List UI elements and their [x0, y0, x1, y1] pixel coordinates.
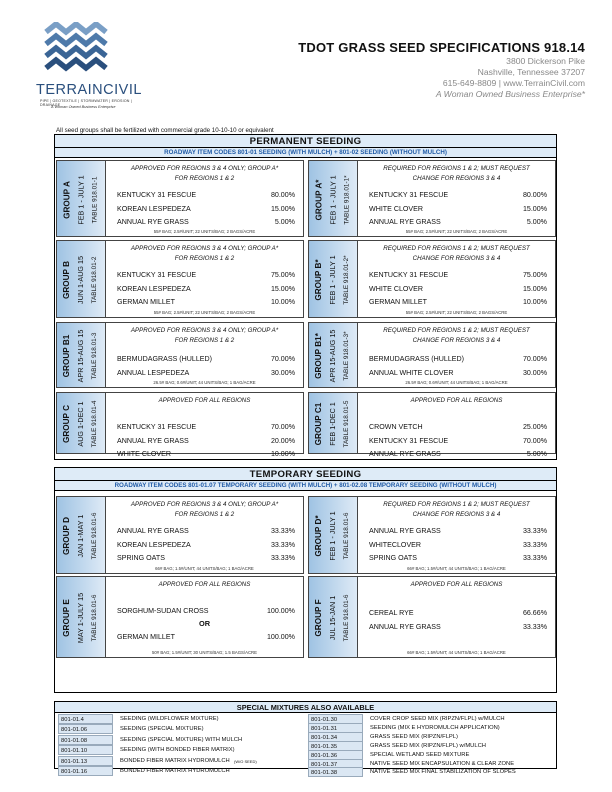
address-line-2: Nashville, Tennessee 37207 [477, 67, 585, 77]
seed-name: GERMAN MILLET [117, 633, 175, 641]
mixture-desc: GRASS SEED MIX (RIPZN/FLPL) w/MULCH [370, 742, 486, 749]
bag-info: 66# BAG; 1.5#/UNIT; 44 UNITS/BAG; 1 BAG/ACRE [155, 566, 254, 571]
bag-info: 55# BAG; 2.5#/UNIT; 22 UNITS/BAG; 2 BAGS/ACRE [153, 229, 256, 234]
mixture-code [58, 766, 113, 776]
seed-group-card [56, 576, 304, 658]
temporary-subtitle: ROADWAY ITEM CODES 801-01.07 TEMPORARY SEEDING (WITH MULCH) + 801-02.08 TEMPORARY SEEDING (WITHOUT MULCH) [55, 481, 556, 491]
group-label-strip [57, 241, 106, 317]
mixture-code-text: 801-01.37 [311, 761, 338, 768]
seed-group-card [56, 240, 304, 318]
group-label-strip [57, 497, 106, 573]
seed-row [117, 421, 295, 434]
approval-text-2: CHANGE FOR REGIONS 3 & 4 [412, 175, 501, 182]
group-name: GROUP E [62, 599, 71, 637]
mixture-code [308, 767, 363, 777]
seed-row [369, 607, 547, 620]
mixture-code-text: 801-01.4 [61, 717, 84, 723]
group-dates: APR 15-AUG 15 [328, 329, 337, 383]
group-dates: APR 15-AUG 15 [76, 329, 85, 383]
seed-percent: 10.00% [270, 450, 295, 458]
seed-name: KOREAN LESPEDEZA [117, 204, 191, 213]
group-dates: FEB 1-DEC 1 [328, 402, 337, 446]
seed-name: KOREAN LESPEDEZA [117, 540, 191, 549]
seed-name: GERMAN MILLET [117, 298, 175, 306]
group-table: TABLE 918.01-5 [343, 400, 350, 448]
contact-line: 615-649-8809 | www.TerrainCivil.com [442, 78, 585, 88]
logo-subline: A Woman Owned Business Enterprise [51, 105, 116, 109]
mixture-code-text: 801-01.08 [61, 737, 88, 744]
approval-text-2: CHANGE FOR REGIONS 3 & 4 [412, 337, 501, 344]
seed-row [369, 296, 547, 309]
mixture-code [58, 735, 113, 745]
group-dates: AUG 1-DEC 1 [76, 401, 85, 447]
header-tagline: A Woman Owned Business Enterprise* [435, 89, 585, 99]
mixture-desc: NATIVE SEED MIX ENCAPSULATION & CLEAR ZONE [370, 760, 515, 767]
seed-name: ANNUAL RYE GRASS [369, 218, 441, 226]
group-table: TABLE 918.01-2 [91, 256, 98, 304]
seed-percent: 70.00% [522, 355, 547, 363]
temporary-title: TEMPORARY SEEDING [55, 468, 556, 481]
mixture-desc: SPECIAL WETLAND SEED MIXTURE [370, 751, 470, 758]
seed-row [117, 539, 295, 552]
group-dates: FEB 1 - JULY 1 [76, 174, 85, 225]
approval-text-2: CHANGE FOR REGIONS 3 & 4 [412, 511, 501, 518]
group-label-strip [309, 393, 358, 453]
logo-tagline: PIPE | GEOTEXTILE | STORMWATER | EROSION | DRAINAGE [40, 99, 132, 107]
seed-row [117, 605, 295, 618]
mixture-row [58, 714, 306, 725]
seed-row [369, 216, 547, 229]
mixture-code-text: 801-01.30 [311, 717, 338, 723]
approval-text: APPROVED FOR REGIONS 3 & 4 ONLY; GROUP A* [130, 327, 279, 334]
approval-text: APPROVED FOR REGIONS 3 & 4 ONLY; GROUP A* [130, 165, 279, 172]
seed-percent: 70.00% [270, 423, 295, 431]
seed-percent: 30.00% [270, 368, 295, 377]
seed-name: SPRING OATS [369, 554, 417, 562]
seed-group-card [56, 160, 304, 237]
seed-percent: 15.00% [522, 204, 547, 213]
mixture-row [58, 756, 306, 767]
seed-name: WHITE CLOVER [369, 204, 423, 213]
seed-percent: 33.33% [522, 527, 547, 535]
seed-name: ANNUAL RYE GRASS [117, 527, 189, 535]
approval-text: REQUIRED FOR REGIONS 1 & 2; MUST REQUEST [383, 245, 530, 252]
seed-group-card [308, 322, 556, 388]
seed-group-card [308, 240, 556, 318]
group-table: TABLE 918.01-6 [343, 594, 350, 642]
group-label-strip [309, 577, 358, 657]
seed-row [369, 189, 547, 202]
group-table: TABLE 918.01-6 [91, 512, 98, 560]
approval-text-2: FOR REGIONS 1 & 2 [174, 511, 235, 518]
seed-name: KENTUCKY 31 FESCUE [117, 423, 197, 431]
group-name: GROUP A [62, 180, 71, 219]
mixtures-title: SPECIAL MIXTURES ALSO AVAILABLE [55, 702, 556, 713]
approval-text-2: FOR REGIONS 1 & 2 [174, 255, 235, 262]
seed-row [117, 296, 295, 309]
seed-percent: 100.00% [266, 633, 295, 641]
group-dates: FEB 1 - JULY 1 [328, 255, 337, 305]
approval-text: APPROVED FOR ALL REGIONS [158, 397, 251, 404]
group-dates: JUN 1-AUG 15 [76, 256, 85, 304]
seed-percent: 30.00% [522, 368, 547, 377]
group-name: GROUP A* [314, 179, 323, 220]
seed-percent: 70.00% [270, 355, 295, 363]
seed-percent: 70.00% [522, 436, 547, 445]
page-title: TDOT GRASS SEED SPECIFICATIONS 918.14 [298, 40, 585, 55]
seed-row [369, 353, 547, 366]
mixture-code-text: 801-01.16 [61, 769, 88, 775]
seed-percent: 100.00% [266, 607, 295, 615]
mixture-desc: GRASS SEED MIX (RIPZN/FLPL) [370, 733, 458, 740]
seed-row [369, 269, 547, 282]
group-label-strip [57, 323, 106, 387]
group-table: TABLE 918.01-3* [343, 331, 350, 381]
logo-name: TERRAINCIVIL [36, 82, 142, 98]
seed-name: WHITECLOVER [369, 540, 422, 549]
seed-name: KENTUCKY 31 FESCUE [117, 191, 197, 199]
mixture-desc: SEEDING (SPECIAL MIXTURE) [120, 726, 204, 733]
group-table: TABLE 918.01-4 [91, 400, 98, 448]
seed-percent: 15.00% [270, 284, 295, 293]
seed-percent: 20.00% [270, 436, 295, 445]
group-label-strip [309, 323, 358, 387]
group-name: GROUP F [314, 599, 323, 637]
seed-percent: 15.00% [522, 284, 547, 293]
seed-percent: 10.00% [522, 298, 547, 306]
group-label-strip [57, 393, 106, 453]
seed-percent: 33.33% [270, 540, 295, 549]
seed-group-card [56, 322, 304, 388]
seed-percent: 15.00% [270, 204, 295, 213]
seed-group-card [56, 392, 304, 458]
seed-row [117, 189, 295, 202]
mixture-row [308, 767, 556, 778]
group-dates: MAY 1-JULY 15 [76, 592, 85, 644]
group-name: GROUP C1 [314, 402, 323, 446]
seed-percent: 5.00% [526, 218, 547, 226]
seed-name: ANNUAL RYE GRASS [369, 527, 441, 535]
seed-group-card [56, 496, 304, 574]
seed-row [369, 539, 547, 552]
group-label-strip [309, 161, 358, 236]
group-name: GROUP D* [314, 515, 323, 557]
mixture-row [58, 766, 306, 777]
group-dates: JAN 1-MAY 1 [76, 514, 85, 558]
approval-text: REQUIRED FOR REGIONS 1 & 2; MUST REQUEST [383, 327, 530, 334]
group-dates: FEB 1 - JULY 1 [328, 174, 337, 225]
seed-group-card [308, 576, 556, 658]
seed-row [117, 269, 295, 282]
approval-text-2: FOR REGIONS 1 & 2 [174, 175, 235, 182]
seed-name: ANNUAL RYE GRASS [369, 450, 441, 458]
bag-info: 26.5# BAG; 0.6#/UNIT; 44 UNITS/BAG; 1 BAG/ACRE [405, 380, 508, 385]
seed-row [369, 283, 547, 296]
seed-name: ANNUAL RYE GRASS [117, 436, 189, 445]
mixture-desc: BONDED FIBER MATRIX HYDROMULCH [120, 768, 230, 774]
company-logo [22, 16, 142, 111]
seed-name: KENTUCKY 31 FESCUE [369, 436, 449, 445]
fertilizer-note: All seed groups shall be fertilized with commercial grade 10-10-10 or equivalent [56, 127, 274, 134]
logo-chevrons-icon [44, 22, 108, 80]
seed-row [369, 448, 547, 461]
seed-name: KENTUCKY 31 FESCUE [369, 191, 449, 199]
seed-group-card [308, 392, 556, 458]
seed-row [369, 367, 547, 380]
group-table: TABLE 918.01-2* [343, 255, 350, 305]
group-label-strip [57, 577, 106, 657]
seed-row [369, 525, 547, 538]
seed-name: SPRING OATS [117, 554, 165, 562]
approval-text-2: CHANGE FOR REGIONS 3 & 4 [412, 255, 501, 262]
permanent-title: PERMANENT SEEDING [55, 135, 556, 148]
seed-percent: 33.33% [522, 554, 547, 562]
group-table: TABLE 918.01-1 [91, 176, 98, 223]
bag-info: 55# BAG; 2.5#/UNIT; 22 UNITS/BAG; 2 BAGS/ACRE [405, 229, 508, 234]
mixture-code [58, 714, 113, 724]
seed-name: SORGHUM-SUDAN CROSS [117, 607, 209, 615]
bag-info: 50# BAG; 1.5#/UNIT; 30 UNITS/BAG; 1.5 BAGS/ACRE [151, 650, 258, 655]
group-name: GROUP B* [314, 259, 323, 301]
seed-percent: 33.33% [270, 527, 295, 535]
seed-row [117, 435, 295, 448]
group-label-strip [309, 241, 358, 317]
approval-text: APPROVED FOR REGIONS 3 & 4 ONLY; GROUP A* [130, 245, 279, 252]
mixture-desc: NATIVE SEED MIX FINAL STABILIZATION OF SLOPES [370, 769, 516, 776]
bag-info: 55# BAG; 2.5#/UNIT; 22 UNITS/BAG; 2 BAGS/ACRE [405, 310, 508, 315]
mixture-code-text: 801-01.10 [61, 748, 88, 755]
approval-text-2: FOR REGIONS 1 & 2 [174, 337, 235, 344]
mixture-code-text: 801-01.38 [311, 770, 338, 777]
seed-row [117, 216, 295, 229]
seed-row [117, 552, 295, 565]
mixture-code [58, 745, 113, 755]
approval-text: REQUIRED FOR REGIONS 1 & 2; MUST REQUEST [383, 165, 530, 172]
seed-row [117, 367, 295, 380]
seed-name: CEREAL RYE [369, 609, 414, 617]
seed-row [117, 283, 295, 296]
seed-row [117, 353, 295, 366]
bag-info: 26.5# BAG; 0.6#/UNIT; 44 UNITS/BAG; 1 BAG/ACRE [153, 380, 256, 385]
mixture-desc: SEEDING (SPECIAL MIXTURE) WITH MULCH [120, 736, 243, 743]
group-table: TABLE 918.01-6 [343, 512, 350, 560]
seed-group-card [308, 160, 556, 237]
bag-info: 66# BAG; 1.5#/UNIT; 44 UNITS/BAG; 1 BAG/ACRE [407, 566, 506, 571]
group-name: GROUP B [62, 260, 71, 300]
seed-name: BERMUDAGRASS (HULLED) [117, 355, 212, 363]
mixture-code-text: 801-01.06 [61, 727, 88, 734]
seed-percent: 5.00% [274, 218, 295, 226]
bag-info: 66# BAG; 1.5#/UNIT; 44 UNITS/BAG; 1 BAG/ACRE [407, 650, 506, 655]
group-label-strip [309, 497, 358, 573]
seed-row [369, 435, 547, 448]
seed-name: ANNUAL RYE GRASS [369, 622, 441, 631]
seed-row [117, 203, 295, 216]
group-label-strip [57, 161, 106, 236]
seed-percent: 33.33% [522, 540, 547, 549]
mixture-code-text: 801-01.13 [61, 758, 88, 765]
mixture-code-text: 801-01.31 [311, 725, 338, 732]
seed-percent: 25.00% [522, 423, 547, 431]
address-line-1: 3800 Dickerson Pike [506, 56, 585, 66]
seed-name: ANNUAL LESPEDEZA [117, 368, 190, 377]
seed-name: KENTUCKY 31 FESCUE [369, 271, 449, 279]
seed-percent: 33.33% [522, 622, 547, 631]
seed-row [369, 552, 547, 565]
bag-info: 55# BAG; 2.5#/UNIT; 22 UNITS/BAG; 2 BAGS/ACRE [153, 310, 256, 315]
mixture-row [58, 724, 306, 735]
mixture-row [58, 745, 306, 756]
seed-name: KENTUCKY 31 FESCUE [117, 271, 197, 279]
seed-name: KOREAN LESPEDEZA [117, 284, 191, 293]
group-name: GROUP B1 [62, 334, 71, 378]
seed-name: GERMAN MILLET [369, 298, 427, 306]
approval-text: APPROVED FOR REGIONS 3 & 4 ONLY; GROUP A* [130, 501, 279, 508]
approval-text: REQUIRED FOR REGIONS 1 & 2; MUST REQUEST [383, 501, 530, 508]
seed-name: ANNUAL WHITE CLOVER [369, 368, 454, 377]
seed-row [369, 203, 547, 216]
mixture-code-text: 801-01.36 [311, 752, 338, 759]
mixture-extra: (W/O SEED) [234, 758, 257, 764]
seed-name: WHITE CLOVER [117, 450, 171, 458]
seed-percent: 75.00% [270, 271, 295, 279]
mixture-desc: BONDED FIBER MATRIX HYDROMULCH [120, 757, 230, 764]
seed-name: CROWN VETCH [369, 423, 423, 431]
seed-group-card [308, 496, 556, 574]
seed-percent: 66.66% [522, 609, 547, 617]
seed-row [117, 448, 295, 461]
mixture-code-text: 801-01.35 [311, 743, 338, 750]
permanent-subtitle: ROADWAY ITEM CODES 801-01 SEEDING (WITH MULCH) + 801-02 SEEDING (WITHOUT MULCH) [55, 148, 556, 158]
seed-percent: 5.00% [526, 450, 547, 458]
group-name: GROUP D [62, 516, 71, 556]
seed-percent: 33.33% [270, 554, 295, 562]
seed-row [117, 525, 295, 538]
seed-row [369, 421, 547, 434]
group-table: TABLE 918.01-3 [91, 332, 98, 380]
mixture-desc: COVER CROP SEED MIX (RIPZN/FLPL) w/MULCH [370, 716, 505, 722]
group-table: TABLE 918.01-1* [343, 174, 350, 225]
seed-percent: 75.00% [522, 271, 547, 279]
group-dates: FEB 1 - JULY 1 [328, 511, 337, 561]
seed-name: ANNUAL RYE GRASS [117, 218, 189, 226]
approval-text: APPROVED FOR ALL REGIONS [158, 581, 251, 588]
mixture-row [58, 735, 306, 746]
mixture-desc: SEEDING (MIX E HYDROMULCH APPLICATION) [370, 724, 500, 731]
seed-row [117, 631, 295, 644]
seed-row [369, 621, 547, 634]
group-name: GROUP B1* [314, 333, 323, 379]
seed-name: BERMUDAGRASS (HULLED) [369, 355, 464, 363]
seed-percent: 10.00% [270, 298, 295, 306]
seed-name: WHITE CLOVER [369, 284, 423, 293]
mixture-code [58, 756, 113, 766]
group-name: GROUP C [62, 404, 71, 444]
mixture-desc: SEEDING (WITH BONDED FIBER MATRIX) [120, 747, 235, 754]
group-table: TABLE 918.01-6 [91, 594, 98, 642]
mixture-desc: SEEDING (WILDFLOWER MIXTURE) [120, 716, 219, 722]
mixture-code [58, 724, 113, 734]
group-dates: JUL 15-JAN 1 [328, 595, 337, 641]
or-label: OR [198, 619, 211, 628]
seed-percent: 80.00% [270, 191, 295, 199]
seed-percent: 80.00% [522, 191, 547, 199]
approval-text: APPROVED FOR ALL REGIONS [410, 581, 503, 588]
approval-text: APPROVED FOR ALL REGIONS [410, 397, 503, 404]
mixture-code-text: 801-01.34 [311, 734, 338, 741]
